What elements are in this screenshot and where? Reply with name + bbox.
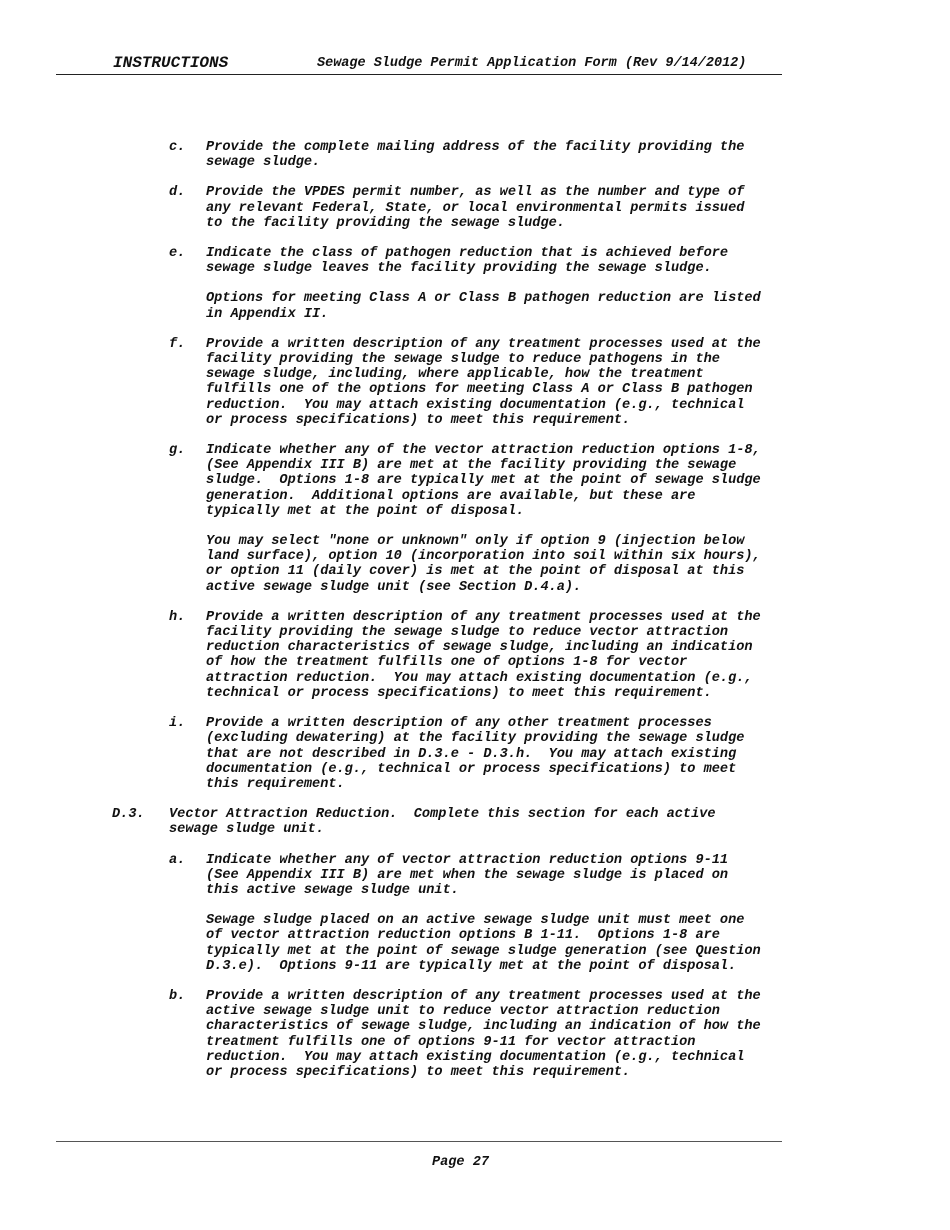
item-label: D.3.	[112, 807, 145, 823]
item-text: Provide a written description of any other treatment processes (excluding dewatering) at the facility providing the sewage sludge that are not described in D.3.e - D.3.h. You may attach existing documentation (e.g., technical or process specifications) to meet this requirement.	[206, 716, 745, 792]
header-form-title: Sewage Sludge Permit Application Form (Rev 9/14/2012)	[317, 56, 747, 71]
section-item	[0, 807, 950, 837]
item-label: e.	[169, 246, 186, 262]
header-section-title: INSTRUCTIONS	[113, 54, 229, 72]
item-label: i.	[169, 716, 186, 732]
list-item	[0, 716, 950, 792]
continuation-paragraph	[0, 913, 950, 974]
list-item	[0, 989, 950, 1080]
list-item	[0, 246, 950, 276]
list-item	[0, 140, 950, 170]
list-item	[0, 185, 950, 231]
footer-divider	[56, 1141, 782, 1142]
item-text: Indicate whether any of the vector attraction reduction options 1-8, (See Appendix III B) are met at the facility providing the sewage sludge. Options 1-8 are typically met at the point of sewage sludge generation. Additional options are available, but these are typically met at the point of disposal.	[206, 443, 761, 519]
continuation-paragraph	[0, 534, 950, 595]
item-text: Indicate whether any of vector attraction reduction options 9-11 (See Appendix III B) are met when the sewage sludge is placed on this active sewage sludge unit.	[206, 852, 729, 898]
item-text: Sewage sludge placed on an active sewage sludge unit must meet one of vector attraction reduction options B 1-11. Options 1-8 are typically met at the point of sewage sludge generation (see Question D.3.e). Options 9-11 are typically met at the point of disposal.	[206, 913, 761, 974]
item-label: g.	[169, 443, 186, 459]
item-text: Provide a written description of any treatment processes used at the active sewage sludge unit to reduce vector attraction reduction characteristics of sewage sludge, including an indication of how the treatment fulfills one of options 9-11 for vector attraction reduction. You may attach existing documentation (e.g., technical or process specifications) to meet this requirement.	[206, 988, 761, 1080]
list-item	[0, 337, 950, 428]
list-item	[0, 610, 950, 701]
item-text: Provide the complete mailing address of the facility providing the sewage sludge.	[206, 140, 745, 171]
item-label: f.	[169, 336, 186, 352]
item-text: Provide a written description of any treatment processes used at the facility providing the sewage sludge to reduce vector attraction reduction characteristics of sewage sludge, including an indication of how the treatment fulfills one of options 1-8 for vector attraction reduction. You may attach existing documentation (e.g., technical or process specifications) to meet this requirement.	[206, 609, 761, 701]
item-label: h.	[169, 609, 186, 625]
instructions-body	[0, 140, 950, 1095]
item-text: You may select "none or unknown" only if option 9 (injection below land surface), option 10 (incorporation into soil within six hours), or option 11 (daily cover) is met at the point of disposal at this active sewage sludge unit (see Section D.4.a).	[206, 534, 761, 595]
item-label: d.	[169, 185, 186, 201]
item-label: a.	[169, 852, 186, 868]
item-text: Indicate the class of pathogen reduction that is achieved before sewage sludge leaves the facility providing the sewage sludge.	[206, 246, 729, 277]
item-text: Options for meeting Class A or Class B pathogen reduction are listed in Appendix II.	[206, 291, 761, 322]
item-label: b.	[169, 988, 186, 1004]
list-item	[0, 853, 950, 899]
page-number: Page 27	[431, 1155, 490, 1170]
list-item	[0, 443, 950, 519]
continuation-paragraph	[0, 291, 950, 321]
item-text: Provide the VPDES permit number, as well as the number and type of any relevant Federal, State, or local environmental permits issued to the facility providing the sewage sludge.	[206, 185, 745, 231]
page-header	[56, 54, 782, 75]
item-label: c.	[169, 140, 186, 155]
item-text: Vector Attraction Reduction. Complete this section for each active sewage sludge unit.	[169, 807, 716, 838]
item-text: Provide a written description of any treatment processes used at the facility providing the sewage sludge to reduce pathogens in the sewage sludge, including, where applicable, how the treatment fulfills one of the options for meeting Class A or Class B pathogen reduction. You may attach existing documentation (e.g., technical or process specifications) to meet this requirement.	[206, 336, 761, 428]
